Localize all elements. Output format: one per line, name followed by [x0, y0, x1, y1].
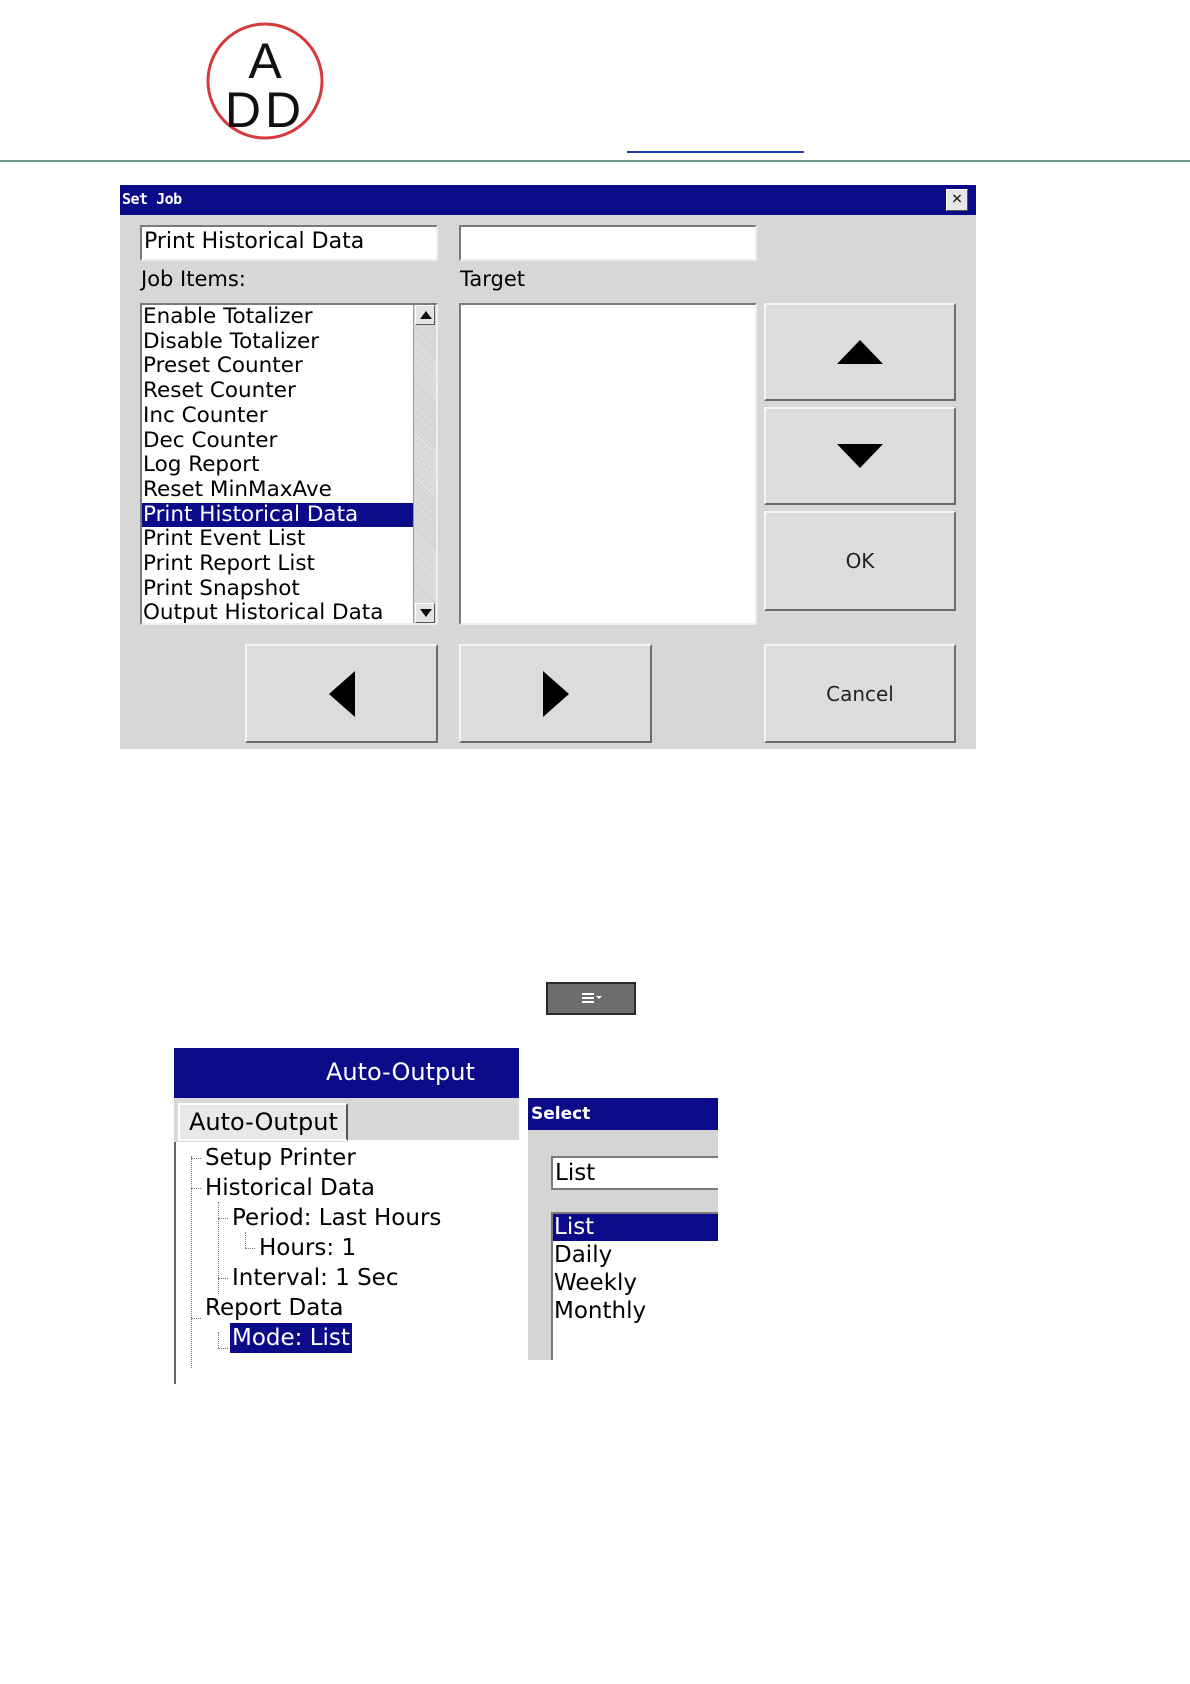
ok-label: OK [845, 549, 875, 573]
menu-dropdown-icon [548, 984, 634, 1013]
select-dialog [528, 1098, 718, 1360]
dialog-title: Set Job [122, 190, 182, 208]
menu-button[interactable] [546, 982, 636, 1015]
select-title-bar [528, 1098, 718, 1130]
target-field[interactable] [459, 225, 757, 261]
list-item[interactable]: Disable Totalizer [143, 328, 320, 354]
ok-button[interactable] [764, 511, 956, 611]
tree-item-mode[interactable]: Mode: List [232, 1325, 350, 1351]
header-divider [0, 160, 1190, 162]
tree-line [218, 1332, 219, 1348]
job-name-field[interactable]: Print Historical Data [140, 225, 438, 261]
select-options-list[interactable] [551, 1212, 718, 1360]
close-icon: × [951, 188, 963, 209]
svg-text:A: A [248, 33, 282, 89]
select-option[interactable]: Weekly [554, 1270, 638, 1296]
tree-item-historical-data[interactable]: Historical Data [205, 1175, 375, 1201]
tab-underline [348, 1140, 519, 1142]
select-option[interactable]: List [553, 1214, 718, 1241]
target-list[interactable] [459, 303, 757, 625]
tree-line [191, 1158, 201, 1159]
down-arrow-icon [837, 444, 883, 468]
title-bar [120, 185, 976, 215]
cancel-button[interactable] [764, 644, 956, 743]
auto-output-title: Auto-Output [326, 1058, 475, 1086]
list-item[interactable]: Log Report [143, 452, 260, 478]
tree-item-report-data[interactable]: Report Data [205, 1295, 344, 1321]
close-button[interactable] [946, 189, 968, 211]
tab-auto-output[interactable]: Auto-Output [178, 1103, 348, 1141]
tree-line [191, 1188, 201, 1189]
list-item[interactable]: Print Report List [143, 551, 315, 576]
add-to-target-button[interactable] [459, 644, 652, 743]
scroll-up-button[interactable] [415, 305, 435, 325]
tree-item-setup-printer[interactable]: Setup Printer [205, 1145, 356, 1171]
tree-item-hours[interactable]: Hours: 1 [259, 1235, 357, 1261]
set-job-dialog [120, 185, 976, 749]
move-down-button[interactable] [764, 407, 956, 505]
scroll-down-icon [420, 609, 432, 617]
move-up-button[interactable] [764, 303, 956, 401]
job-list-scrollbar[interactable] [413, 305, 436, 623]
panel-border [174, 1142, 176, 1384]
job-items-label: Job Items: [141, 267, 246, 291]
list-item[interactable]: Reset Counter [143, 378, 296, 404]
tree-line [245, 1248, 255, 1249]
tree-line [218, 1278, 228, 1279]
list-item[interactable]: Reset MinMaxAve [143, 476, 332, 502]
list-item[interactable]: Print Event List [143, 526, 306, 552]
scroll-down-button[interactable] [415, 603, 435, 623]
left-arrow-icon [329, 671, 355, 717]
select-title: Select [531, 1104, 591, 1124]
add-logo [205, 20, 325, 142]
select-option[interactable]: Monthly [554, 1298, 647, 1324]
header-link-underline[interactable] [627, 151, 804, 153]
list-item[interactable]: Preset Counter [143, 353, 303, 379]
tree-line [218, 1202, 219, 1294]
list-item[interactable]: Output Historical Data [143, 600, 384, 625]
list-item[interactable]: Enable Totalizer [143, 304, 313, 329]
list-item[interactable]: Inc Counter [143, 402, 268, 428]
right-arrow-icon [543, 671, 569, 717]
up-arrow-icon [837, 340, 883, 364]
tree-item-interval[interactable]: Interval: 1 Sec [232, 1265, 399, 1291]
list-item[interactable]: Print Snapshot [143, 575, 300, 601]
job-items-list[interactable] [140, 303, 438, 625]
list-item[interactable]: Print Historical Data [142, 503, 417, 527]
tree-line [218, 1218, 228, 1219]
tree-line [245, 1232, 246, 1248]
tree-line [218, 1348, 228, 1349]
tree-line [191, 1318, 201, 1319]
list-item[interactable]: Dec Counter [143, 427, 278, 453]
auto-output-panel [174, 1048, 519, 1384]
select-value-field[interactable]: List [551, 1156, 718, 1190]
target-label: Target [460, 267, 525, 291]
cancel-label: Cancel [826, 681, 894, 706]
scroll-up-icon [420, 311, 432, 319]
select-option[interactable]: Daily [554, 1242, 613, 1268]
tree-item-period[interactable]: Period: Last Hours [232, 1205, 442, 1231]
auto-output-title-bar [174, 1048, 519, 1098]
remove-from-target-button[interactable] [245, 644, 438, 743]
svg-text:DD: DD [224, 82, 306, 138]
